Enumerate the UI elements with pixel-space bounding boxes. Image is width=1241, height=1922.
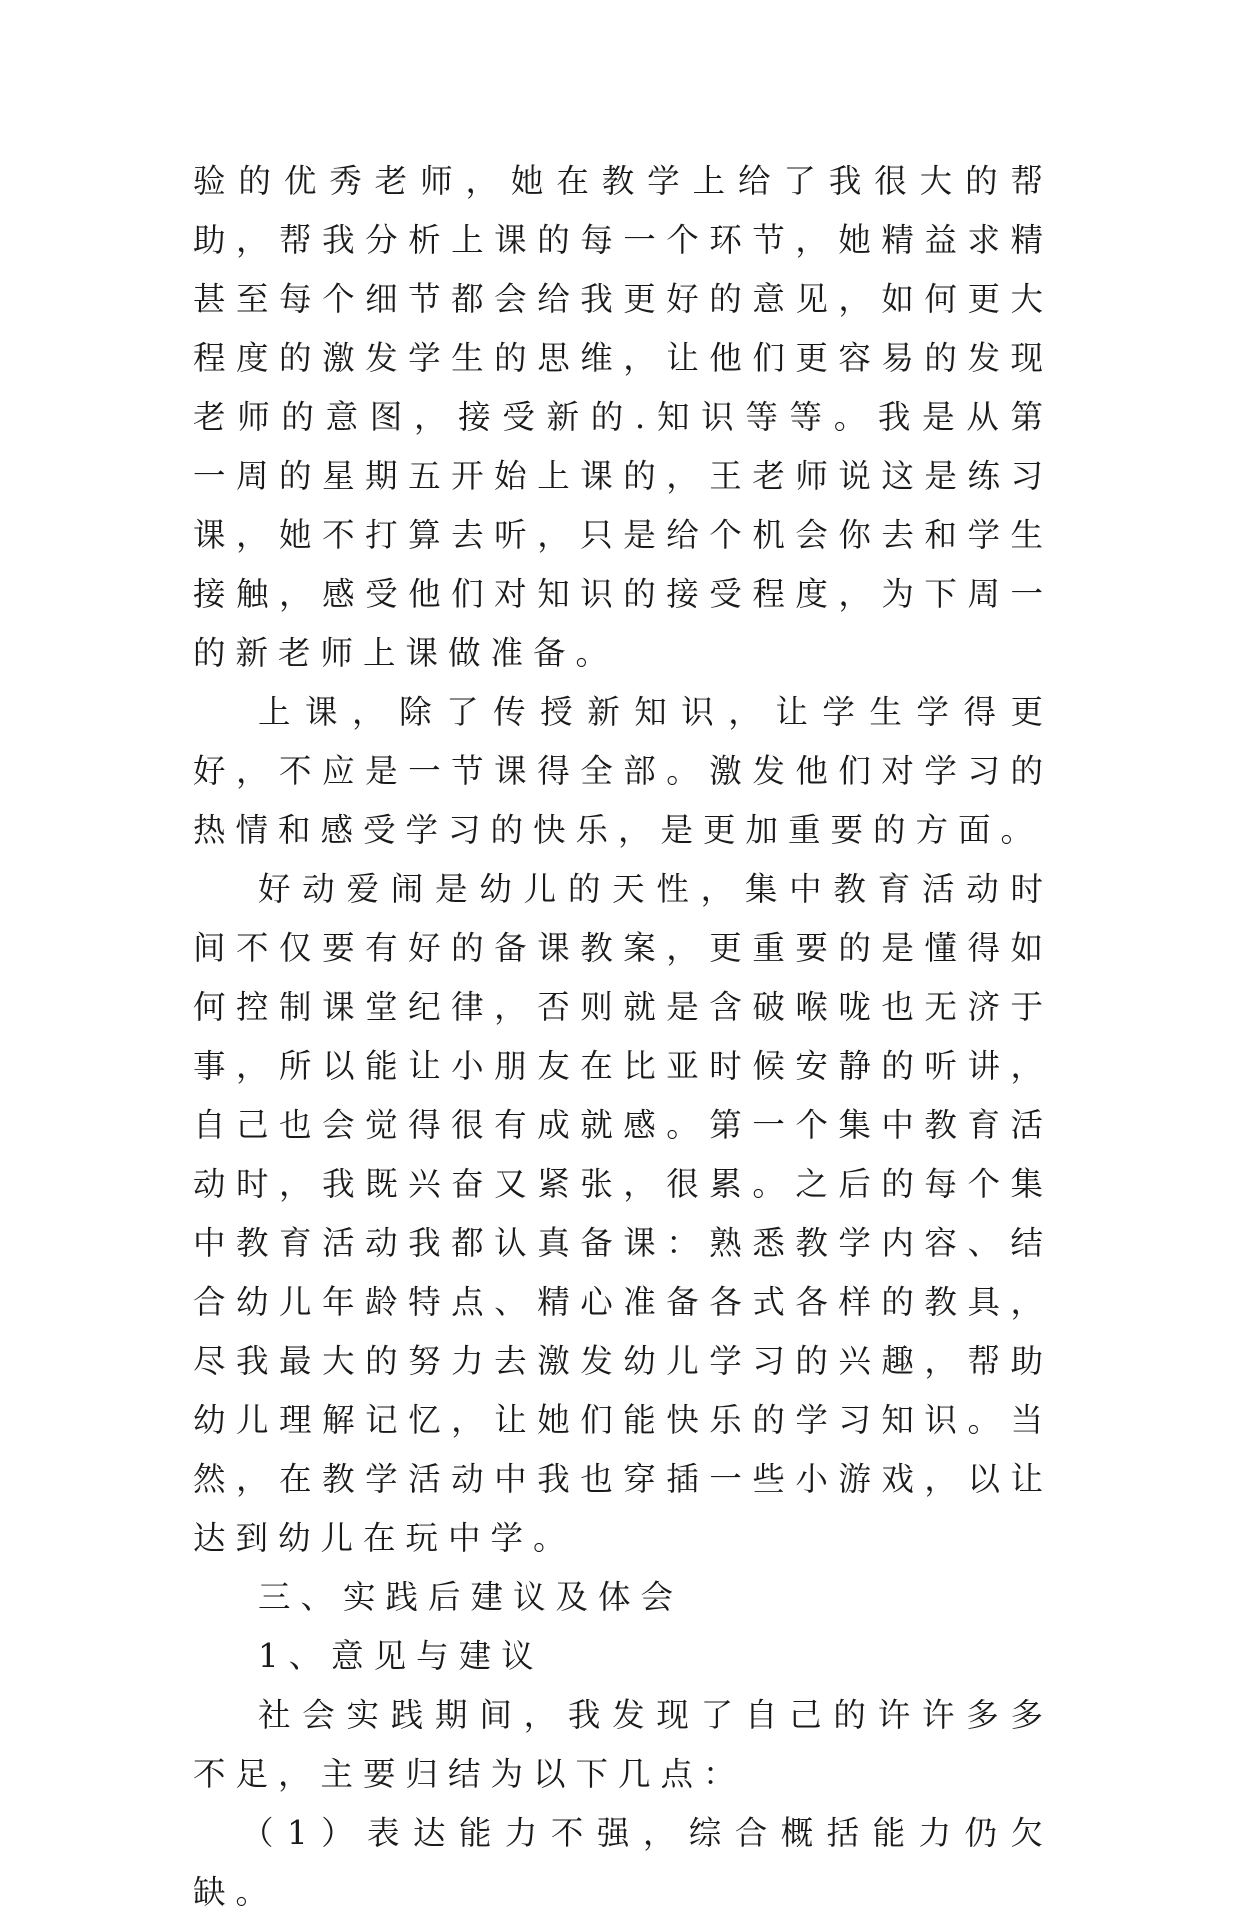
paragraph-teacher-help: 验的优秀老师，她在教学上给了我很大的帮助，帮我分析上课的每一个环节，她精益求精甚至每个细节都会给我更好的意见，如何更大程度的激发学生的思维，让他们更容易的发现老师的意图，接受新的.知识等等。我是从第一周的星期五开始上课的，王老师说这是练习课，她不打算去听，只是给个机会你去和学生接触，感受他们对知识的接受程度，为下周一的新老师上课做准备。	[193, 162, 1053, 672]
section-heading-suggestions: 三、实践后建议及体会	[258, 1578, 684, 1616]
document-body	[193, 152, 1053, 1922]
paragraph-shortcomings-intro: 社会实践期间，我发现了自己的许许多多不足，主要归结为以下几点：	[193, 1696, 1053, 1793]
paragraph-classroom-discipline: 好动爱闹是幼儿的天性，集中教育活动时间不仅要有好的备课教案，更重要的是懂得如何控制课堂纪律，否则就是含破喉咙也无济于事，所以能让小朋友在比亚时候安静的听讲，自己也会觉得很有成就感。第一个集中教育活动时，我既兴奋又紧张，很累。之后的每个集中教育活动我都认真备课：熟悉教学内容、结合幼儿年龄特点、精心准备各式各样的教具，尽我最大的努力去激发幼儿学习的兴趣，帮助幼儿理解记忆，让她们能快乐的学习知识。当然，在教学活动中我也穿插一些小游戏，以让达到幼儿在玩中学。	[193, 870, 1053, 1557]
paragraph-teaching-purpose: 上课，除了传授新知识，让学生学得更好，不应是一节课得全部。激发他们对学习的热情和感受学习的快乐，是更加重要的方面。	[193, 693, 1053, 849]
list-item-expression-ability: （1）表达能力不强，综合概括能力仍欠缺。	[193, 1814, 1053, 1911]
subsection-heading-opinions: 1、意见与建议	[258, 1637, 544, 1675]
